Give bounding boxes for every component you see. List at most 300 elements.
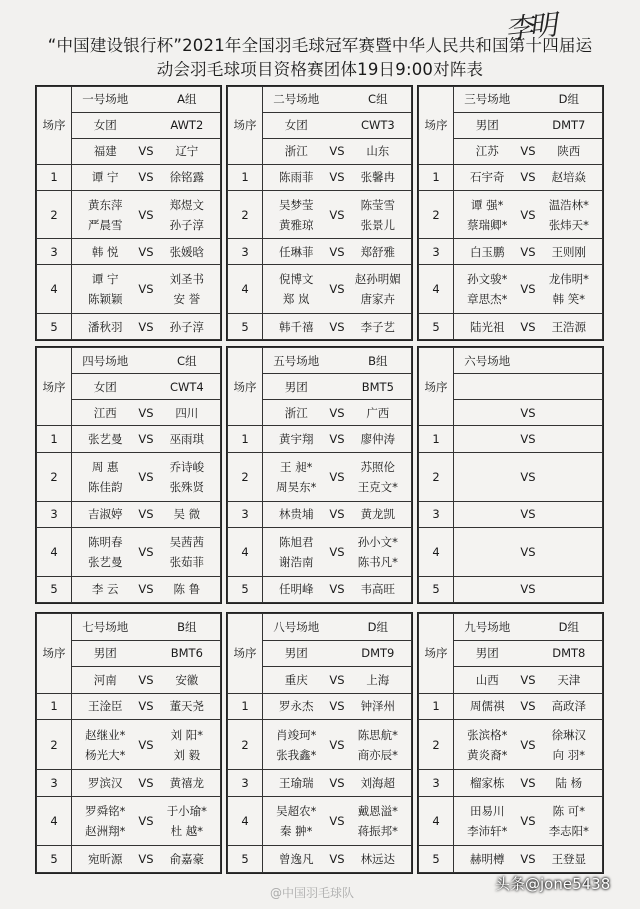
signature: 李明 [503, 8, 555, 47]
match-row [228, 576, 412, 602]
event-code: DMT7 [552, 118, 586, 133]
match-row [419, 452, 603, 501]
player-name: 陆 杨 [555, 775, 583, 790]
player-name: 张炜天* [548, 217, 589, 232]
spacer [514, 646, 541, 660]
match-row [37, 164, 221, 190]
match-players [263, 846, 412, 873]
vs-label: VS [520, 319, 536, 334]
match-row [37, 576, 221, 602]
match-number: 3 [419, 770, 454, 797]
player-a [460, 725, 514, 765]
match-number: 5 [37, 846, 72, 873]
team-b: 山东 [366, 144, 390, 159]
player-name: 肖竣珂* [276, 727, 317, 742]
match-number: 2 [37, 190, 72, 239]
match-row [37, 314, 221, 340]
match-row [419, 527, 603, 576]
court-header [72, 614, 221, 641]
player-name: 戴恩溢* [357, 804, 398, 818]
player-name: 罗舜铭* [85, 804, 126, 818]
player-name: 陈雨菲 [278, 170, 314, 185]
event-code: CWT4 [169, 379, 204, 394]
match-row [419, 770, 603, 797]
vs-label: VS [520, 814, 536, 828]
vs-label: VS [520, 672, 536, 687]
player-a [269, 776, 323, 790]
match-number: 3 [37, 501, 72, 527]
player-name: 高政泽 [551, 699, 587, 714]
player-name: 王登显 [551, 852, 587, 867]
event-header [454, 374, 603, 400]
court-name: 五号场地 [273, 353, 320, 368]
teams-header [454, 138, 603, 164]
group-name: C组 [368, 92, 388, 107]
court-panel-7 [35, 612, 222, 874]
match-number: 4 [228, 527, 263, 576]
player-name: 钟泽州 [360, 699, 396, 714]
match-number: 3 [37, 770, 72, 797]
player-name: 倪博文 [278, 272, 314, 287]
player-name: 谢浩南 [278, 554, 314, 569]
match-players [454, 190, 603, 239]
team-b: 安徽 [175, 672, 199, 687]
vs-label: VS [329, 699, 345, 714]
vs-label: VS [520, 282, 536, 297]
player-name: 黄禧龙 [169, 775, 205, 790]
match-players [263, 239, 412, 265]
player-name: 周昊东* [276, 479, 317, 494]
match-row [37, 770, 221, 797]
player-b [542, 170, 596, 184]
team-a: 江西 [93, 405, 117, 420]
player-a [460, 852, 514, 866]
court-panel-5 [226, 346, 413, 604]
player-name: 罗永杰 [278, 699, 314, 714]
player-name: 黄炎裔* [467, 747, 508, 762]
player-a [269, 699, 323, 713]
player-a [78, 507, 132, 521]
player-b [351, 776, 405, 790]
court-panel-8 [226, 612, 413, 874]
player-name: 吴梦莹 [278, 197, 314, 212]
player-a [78, 852, 132, 866]
court-name: 六号场地 [464, 353, 511, 368]
player-b [160, 582, 214, 596]
player-name: 廖仲涛 [360, 431, 396, 446]
player-b [351, 245, 405, 259]
match-number: 1 [37, 426, 72, 452]
match-number: 2 [419, 190, 454, 239]
vs-label: VS [138, 582, 154, 597]
vs-label: VS [138, 852, 154, 867]
watermark: @中国羽毛球队 [270, 886, 355, 900]
match-number: 5 [37, 576, 72, 602]
court-name: 七号场地 [82, 619, 129, 634]
player-name: 陈 可* [552, 804, 586, 818]
player-name: 王淦臣 [87, 699, 123, 714]
match-players [454, 239, 603, 265]
player-a [78, 320, 132, 334]
team-b: 上海 [366, 672, 390, 687]
vs-label: VS [138, 207, 154, 222]
vs-label: VS [520, 207, 536, 222]
event-code: CWT3 [360, 118, 395, 133]
player-name: 商亦辰* [357, 747, 398, 762]
match-players [72, 693, 221, 720]
event-name: 男团 [284, 379, 308, 394]
match-number: 2 [37, 720, 72, 770]
player-a [460, 776, 514, 790]
match-number: 2 [228, 190, 263, 239]
spacer [323, 118, 350, 132]
team-a: 河南 [93, 672, 117, 687]
vs-label: VS [329, 319, 345, 334]
player-a [460, 801, 514, 841]
match-number: 1 [419, 426, 454, 452]
player-name: 陈思航* [357, 727, 398, 742]
match-players [263, 164, 412, 190]
group-name: D组 [558, 92, 579, 107]
team-a: 浙江 [284, 144, 308, 159]
title-line-2: 动会羽毛球项目资格赛团体19日9:00对阵表 [156, 60, 484, 79]
match-players [454, 164, 603, 190]
match-row [228, 239, 412, 265]
spacer [132, 92, 159, 106]
spacer [132, 380, 159, 394]
player-name: 陈旭君 [278, 534, 314, 549]
match-row [419, 164, 603, 190]
player-name: 王 昶* [280, 459, 313, 474]
court-name: 四号场地 [82, 353, 129, 368]
player-b [160, 320, 214, 334]
event-code: BMT6 [170, 646, 203, 661]
team-a: 重庆 [284, 672, 308, 687]
court-name: 九号场地 [464, 619, 511, 634]
court-panel-2 [226, 85, 413, 341]
seq-label: 场序 [37, 614, 72, 694]
player-name: 谭 宁 [91, 272, 119, 287]
match-number: 5 [228, 846, 263, 873]
player-name: 韩 笑* [552, 292, 586, 307]
player-name: 赵洲翔* [85, 824, 126, 838]
player-name: 龙伟明* [548, 272, 589, 287]
player-name: 潘秋羽 [87, 319, 123, 334]
court-header [454, 614, 603, 641]
event-name: 女团 [93, 379, 117, 394]
player-name: 乔诗峻 [169, 459, 205, 474]
title-line-1: “中国建设银行杯”2021年全国羽毛球冠军赛暨中华人民共和国第十四届运 [47, 36, 593, 55]
vs-label: VS [138, 775, 154, 790]
player-name: 赵继业* [85, 727, 126, 742]
seq-label: 场序 [419, 87, 454, 165]
player-b [351, 507, 405, 521]
court-panel-1 [35, 85, 222, 341]
vs-label: VS [329, 814, 345, 828]
vs-label: VS [520, 852, 536, 867]
vs-label: VS [520, 699, 536, 714]
player-a [269, 195, 323, 235]
event-header [454, 112, 603, 138]
vs-label: VS [138, 544, 154, 559]
match-number: 5 [228, 576, 263, 602]
vs-label: VS [329, 282, 345, 297]
player-b [351, 852, 405, 866]
court-name: 三号场地 [464, 92, 511, 107]
player-name: 黄雅琼 [278, 217, 314, 232]
match-number: 4 [37, 796, 72, 846]
player-name: 陈书凡* [357, 554, 398, 569]
match-number: 2 [419, 452, 454, 501]
match-row [37, 527, 221, 576]
match-players [72, 239, 221, 265]
player-a [78, 582, 132, 596]
match-players [263, 190, 412, 239]
vs-label: VS [138, 507, 154, 522]
spacer [514, 354, 541, 368]
seq-label: 场序 [37, 348, 72, 426]
vs-label: VS [329, 144, 345, 159]
event-header [72, 112, 221, 138]
match-row [228, 846, 412, 873]
player-name: 任琳菲 [278, 244, 314, 259]
player-name: 王浩源 [551, 319, 587, 334]
match-row [37, 426, 221, 452]
match-row [419, 501, 603, 527]
event-header [263, 640, 412, 667]
spacer [132, 646, 159, 660]
player-b [160, 532, 214, 572]
court-header [454, 348, 603, 374]
match-row [419, 190, 603, 239]
player-b [160, 725, 214, 765]
player-b [351, 195, 405, 235]
player-name: 杨光大* [85, 747, 126, 762]
match-number: 4 [37, 527, 72, 576]
match-players [263, 576, 412, 602]
team-a: 江苏 [475, 144, 499, 159]
match-row [228, 693, 412, 720]
vs-label: VS [138, 282, 154, 297]
event-header [72, 374, 221, 400]
player-name: 周 惠 [91, 459, 119, 474]
player-name: 石宇奇 [469, 170, 505, 185]
match-players [454, 265, 603, 314]
player-name: 张艺曼 [87, 431, 123, 446]
match-players [263, 265, 412, 314]
player-name: 刘海超 [360, 775, 396, 790]
player-name: 俞嘉豪 [169, 852, 205, 867]
player-name: 苏照伦 [360, 459, 396, 474]
match-players [454, 846, 603, 873]
court-header [263, 348, 412, 374]
match-row [37, 846, 221, 873]
player-name: 安 誉 [173, 292, 201, 307]
event-header [72, 640, 221, 667]
player-name: 吉淑婷 [87, 507, 123, 522]
vs-label: VS [138, 244, 154, 259]
match-row [37, 796, 221, 846]
match-players [72, 426, 221, 452]
event-name: 男团 [93, 646, 117, 661]
court-header [263, 87, 412, 113]
vs-label: VS [520, 737, 536, 752]
player-name: 韦高旺 [360, 582, 396, 597]
match-number: 1 [228, 164, 263, 190]
player-name: 林贵埔 [278, 507, 314, 522]
player-b [351, 320, 405, 334]
player-name: 宛昕源 [87, 852, 123, 867]
match-row [228, 770, 412, 797]
seq-label: 场序 [228, 614, 263, 694]
match-row [419, 693, 603, 720]
group-name [542, 354, 596, 368]
vs-label: VS [138, 469, 154, 484]
match-number: 4 [228, 796, 263, 846]
player-b [351, 170, 405, 184]
player-a [460, 195, 514, 235]
player-name: 赫明樽 [469, 852, 505, 867]
vs-label: VS [520, 469, 536, 484]
player-name: 张茹菲 [169, 554, 205, 569]
match-players [263, 452, 412, 501]
team-b: 辽宁 [175, 144, 199, 159]
match-row [419, 796, 603, 846]
match-row [419, 720, 603, 770]
player-b [542, 699, 596, 713]
team-b: 陕西 [557, 144, 581, 159]
player-name: 刘 毅 [173, 747, 201, 762]
player-name: 韩千禧 [278, 319, 314, 334]
vs-label: VS [138, 699, 154, 714]
match-players [454, 693, 603, 720]
match-players [263, 770, 412, 797]
vs-label: VS [329, 405, 345, 420]
player-a [269, 582, 323, 596]
spacer [323, 646, 350, 660]
match-number: 1 [37, 693, 72, 720]
match-number: 5 [419, 576, 454, 602]
teams-header [72, 138, 221, 164]
player-name: 严晨雪 [87, 217, 123, 232]
player-name: 林远达 [360, 852, 396, 867]
spacer [132, 354, 159, 368]
player-a [78, 245, 132, 259]
match-number: 5 [228, 314, 263, 340]
vs-label: VS [329, 737, 345, 752]
event-name: 男团 [475, 118, 499, 133]
player-a [269, 852, 323, 866]
match-players [263, 796, 412, 846]
player-name: 吴茜茜 [169, 534, 205, 549]
player-b [160, 457, 214, 497]
player-name: 唐家卉 [360, 292, 396, 307]
match-players [454, 770, 603, 797]
player-name: 陈佳韵 [87, 479, 123, 494]
vs-label: VS [520, 507, 536, 522]
player-b [160, 195, 214, 235]
court-header [263, 614, 412, 641]
event-name: 女团 [284, 118, 308, 133]
player-a [269, 320, 323, 334]
group-name: B组 [177, 619, 197, 634]
player-b [542, 725, 596, 765]
match-row [228, 426, 412, 452]
player-b [542, 245, 596, 259]
vs-label: VS [329, 469, 345, 484]
source-credit: 头条@jone5438 [495, 875, 611, 893]
player-name: 黄宇翔 [278, 431, 314, 446]
vs-label: VS [520, 244, 536, 259]
player-name: 榴家栋 [469, 775, 505, 790]
vs-label: VS [138, 319, 154, 334]
player-a [460, 699, 514, 713]
spacer [323, 380, 350, 394]
vs-label: VS [138, 405, 154, 420]
player-b [351, 432, 405, 446]
vs-label: VS [329, 170, 345, 185]
player-name: 陆光祖 [469, 319, 505, 334]
match-row [37, 190, 221, 239]
seq-label: 场序 [228, 87, 263, 165]
team-a: 山西 [475, 672, 499, 687]
player-name: 孙文骏* [467, 272, 508, 287]
seq-label: 场序 [37, 87, 72, 165]
vs-label: VS [138, 672, 154, 687]
player-name: 蔡瑞卿* [467, 217, 508, 232]
teams-header [72, 400, 221, 426]
team-b: 广西 [366, 405, 390, 420]
player-a [78, 801, 132, 841]
teams-header [454, 667, 603, 694]
player-name: 曾逸凡 [278, 852, 314, 867]
match-players [72, 770, 221, 797]
match-players [72, 265, 221, 314]
match-players [263, 426, 412, 452]
match-players [454, 452, 603, 501]
match-row [37, 452, 221, 501]
event-name: 女团 [93, 118, 117, 133]
player-a [78, 725, 132, 765]
teams-header [72, 667, 221, 694]
player-b [160, 245, 214, 259]
court-header [72, 348, 221, 374]
event-code: DMT9 [361, 646, 395, 661]
player-name: 谭 强* [471, 197, 504, 212]
teams-header [263, 400, 412, 426]
player-a [269, 457, 323, 497]
player-name: 任明峰 [278, 582, 314, 597]
event-header [454, 640, 603, 667]
player-name: 陈明春 [87, 534, 123, 549]
player-name: 罗滨汉 [87, 775, 123, 790]
seq-label: 场序 [419, 348, 454, 426]
match-row [37, 239, 221, 265]
vs-label: VS [520, 405, 536, 420]
player-name: 陈 鲁 [173, 582, 201, 597]
player-name: 吴超农* [276, 804, 317, 818]
player-name: 于小瑜* [166, 804, 207, 818]
player-name: 董天尧 [169, 699, 205, 714]
team-a: 浙江 [284, 405, 308, 420]
player-name: 吴 微 [173, 507, 201, 522]
match-players [72, 314, 221, 340]
vs-label: VS [138, 144, 154, 159]
court-panel-3 [417, 85, 604, 341]
event-name: 男团 [475, 646, 499, 661]
match-number: 3 [37, 239, 72, 265]
player-a [78, 776, 132, 790]
